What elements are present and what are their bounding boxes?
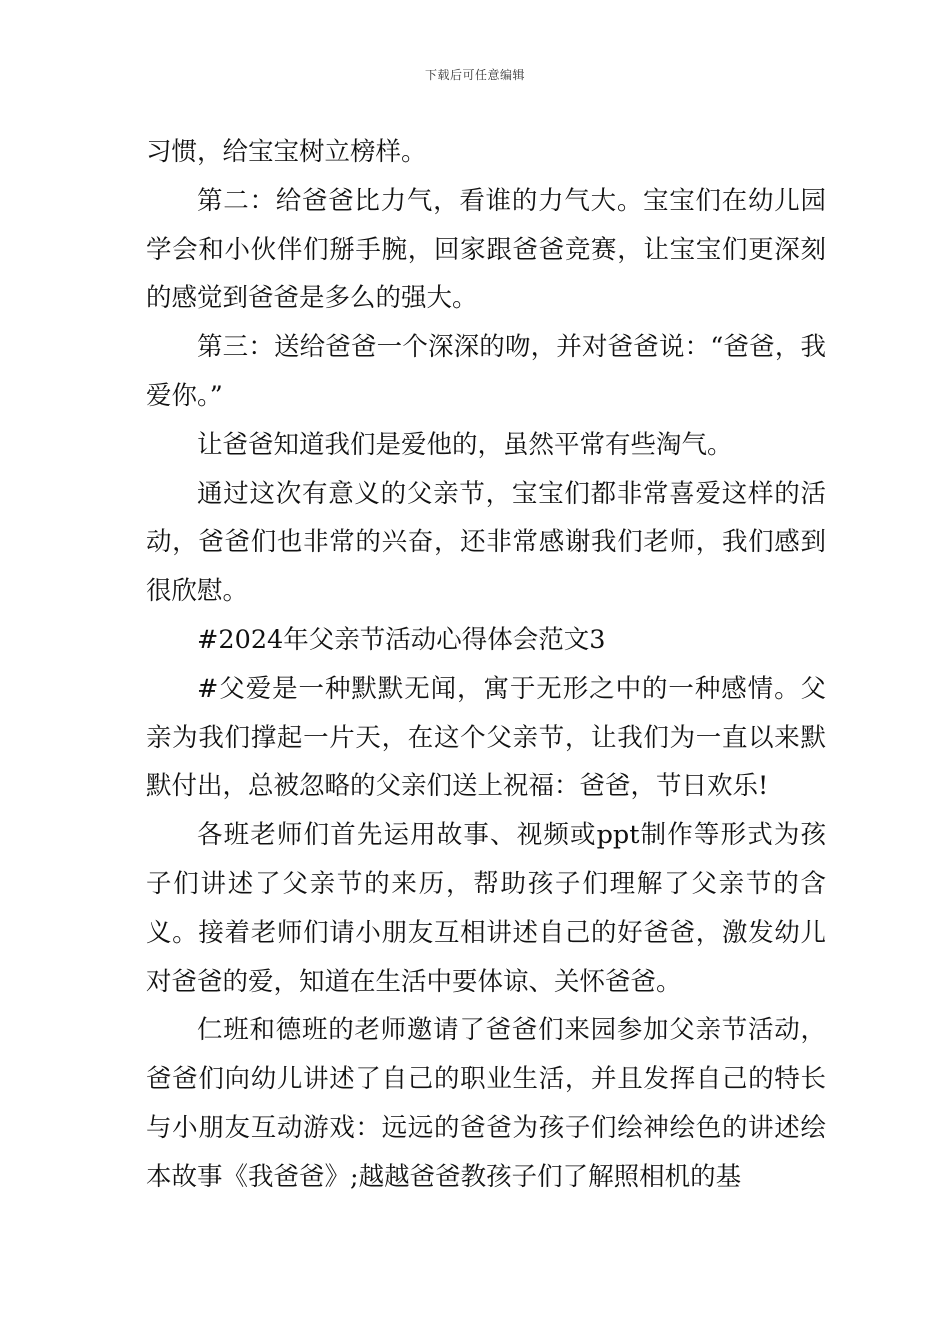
- paragraph: #父爱是一种默默无闻，寓于无形之中的一种感情。父亲为我们撑起一片天，在这个父亲节，让我们为一直以来默默付出，总被忽略的父亲们送上祝福：爸爸，节日欢乐!: [146, 673, 826, 802]
- paragraph: 各班老师们首先运用故事、视频或ppt制作等形式为孩子们讲述了父亲节的来历，帮助孩子们理解了父亲节的含义。接着老师们请小朋友互相讲述自己的好爸爸，激发幼儿对爸爸的爱，知道在生活中要体谅、关怀爸爸。: [146, 820, 826, 997]
- paragraph: 第三：送给爸爸一个深深的吻，并对爸爸说：“爸爸，我爱你。”: [146, 332, 826, 411]
- paragraph: 通过这次有意义的父亲节，宝宝们都非常喜爱这样的活动，爸爸们也非常的兴奋，还非常感谢我们老师，我们感到很欣慰。: [146, 478, 826, 607]
- section-heading: #2024年父亲节活动心得体会范文3: [197, 624, 606, 655]
- header-note: 下载后可任意编辑: [424, 68, 525, 82]
- paragraph: 让爸爸知道我们是爱他的，虽然平常有些淘气。: [197, 429, 733, 460]
- paragraph: 第二：给爸爸比力气，看谁的力气大。宝宝们在幼儿园学会和小伙伴们掰手腕，回家跟爸爸竞赛，让宝宝们更深刻的感觉到爸爸是多么的强大。: [146, 185, 826, 314]
- document-body: [146, 128, 826, 1202]
- paragraph: 习惯，给宝宝树立榜样。: [146, 137, 427, 167]
- paragraph: 仁班和德班的老师邀请了爸爸们来园参加父亲节活动，爸爸们向幼儿讲述了自己的职业生活，并且发挥自己的特长与小朋友互动游戏：远远的爸爸为孩子们绘神绘色的讲述绘本故事《我爸爸》;越越爸爸教孩子们了解照相机的基: [146, 1015, 826, 1192]
